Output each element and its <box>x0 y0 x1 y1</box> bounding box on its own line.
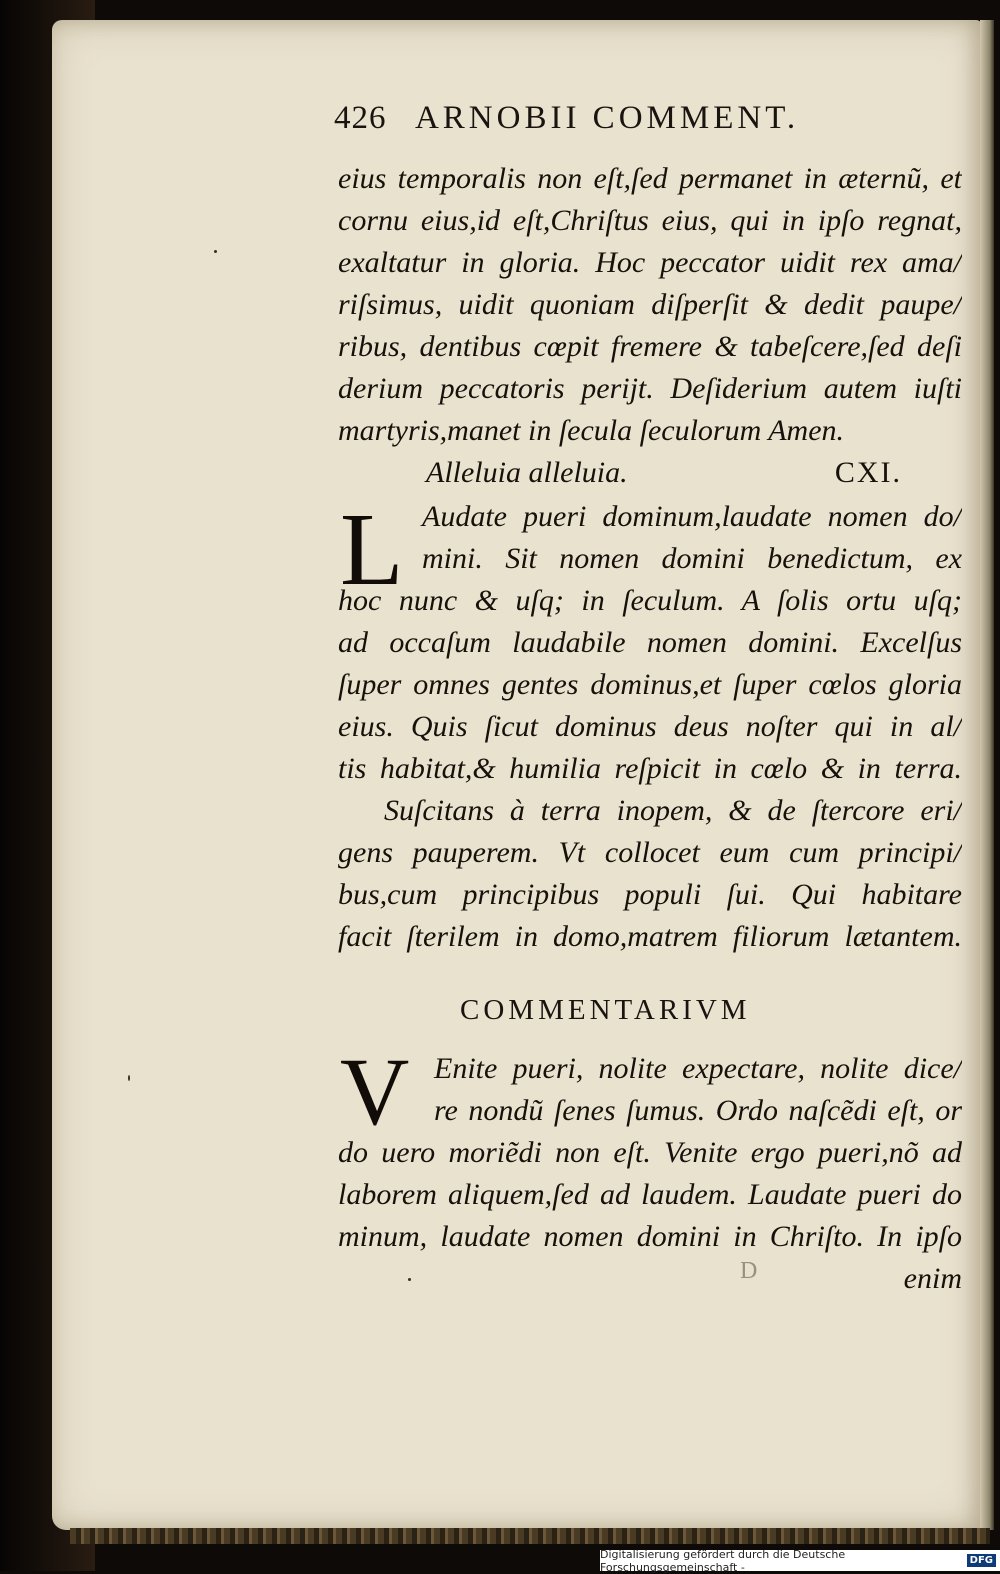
text-line: mini. Sit nomen domini benedictum, ex <box>422 542 962 575</box>
text-line: do uero moriẽdi non eſt. Venite ergo pueri,nõ ad <box>338 1136 962 1169</box>
text-line: re nondũ ſenes ſumus. Ordo naſcẽdi eſt, or <box>434 1094 962 1127</box>
psalm-heading-text: Alleluia alleluia. <box>426 456 628 489</box>
psalm-number: CXI. <box>834 456 902 489</box>
text-line: derium peccatoris periјt. Deſiderium autem iuſti <box>338 372 962 405</box>
text-line: riſsimus, uidit quoniam diſperſit & dedit paupe/ <box>338 288 962 321</box>
page-bottom-edge <box>70 1528 990 1544</box>
psalm-dropcap: L <box>340 492 404 607</box>
commentary-text <box>338 1048 962 1300</box>
dfg-logo: DFG <box>967 1554 996 1567</box>
text-line: ſuper omnes gentes dominus,et ſuper cœlos gloria <box>338 668 962 701</box>
psalm-text <box>338 492 962 958</box>
text-line: cornu eius,id eſt,Chriſtus eius, qui in ipſo regnat, <box>338 204 962 237</box>
text-line: ribus, dentibus cœpit fremere & tabeſcere,ſed deſi <box>338 330 962 363</box>
text-line: Enite pueri, nolite expectare, nolite dice/ <box>434 1052 962 1085</box>
text-line: hoc nunc & uſq; in ſeculum. A ſolis ortu uſq; <box>338 584 962 617</box>
text-line: martyris,manet in ſecula ſeculorum Amen. <box>338 414 845 447</box>
commentary-title: COMMENTARIVM <box>460 994 751 1026</box>
commentary-dropcap: V <box>340 1038 410 1145</box>
psalm-heading <box>338 452 962 494</box>
text-line: gens pauperem. Vt collocet eum cum principi/ <box>338 836 962 869</box>
digitization-footer <box>600 1547 1000 1574</box>
text-line: bus,cum principibus populi ſui. Qui habitare <box>338 878 962 911</box>
signature-mark: D <box>740 1258 758 1284</box>
text-line: tis habitat,& humilia reſpicit in cœlo & in terra. <box>338 752 962 785</box>
text-line: eius. Quis ſicut dominus deus noſter qui in al/ <box>338 710 962 743</box>
text-line: Audate pueri dominum,laudate nomen do/ <box>422 500 962 533</box>
page-edge <box>980 20 994 1530</box>
paper-speck <box>214 250 217 253</box>
text-line: ad occaſum laudabile nomen domini. Excelſus <box>338 626 962 659</box>
text-line: facit ſterilem in domo,matrem filiorum lætantem. <box>338 920 962 953</box>
text-line: Suſcitans à terra inopem, & de ſtercore eri/ <box>384 794 962 827</box>
text-line: eius temporalis non eſt,ſed permanet in æternũ, et <box>338 162 962 195</box>
text-line: exaltatur in gloria. Hoc peccator uidit rex ama/ <box>338 246 962 279</box>
text-line: minum, laudate nomen domini in Chriſto. In ipſo <box>338 1220 962 1253</box>
catchword: enim <box>903 1262 962 1295</box>
text-block-1 <box>338 158 962 494</box>
page-number: 426 <box>334 100 387 136</box>
text-line: laborem aliquem,ſed ad laudem. Laudate pueri do <box>338 1178 962 1211</box>
running-title: ARNOBII COMMENT. <box>414 100 800 136</box>
running-head <box>334 100 894 137</box>
paper-speck <box>128 1075 130 1081</box>
footer-text: Digitalisierung gefördert durch die Deutsche Forschungsgemeinschaft - <box>600 1547 846 1574</box>
